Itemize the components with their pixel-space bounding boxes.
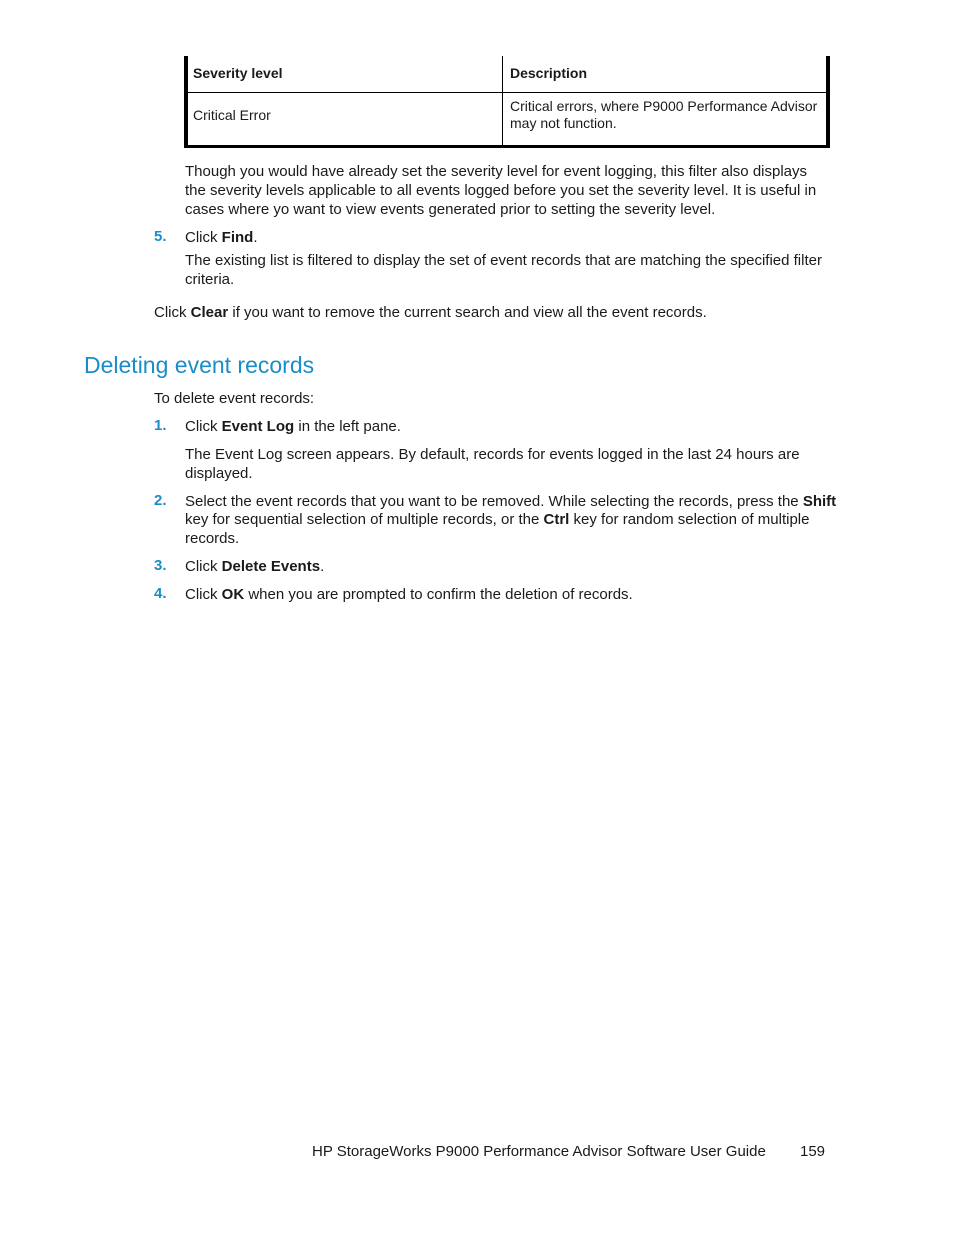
- step-3-number: 3.: [154, 557, 167, 574]
- step-2-line-1-pre: Select the event records that you want to be removed. While selecting the records, press the: [185, 493, 803, 510]
- step-2-line-2-pre: key for sequential selection of multiple records, or the: [185, 511, 544, 528]
- step-4-text: [185, 585, 633, 604]
- step-1-pre: Click: [185, 418, 222, 435]
- step-4-number: 4.: [154, 585, 167, 602]
- table-cell-severity: Critical Error: [193, 107, 271, 123]
- table-cell-description: Critical errors, where P9000 Performance Advisor may not function.: [510, 98, 818, 131]
- step-2-line-3: records.: [185, 530, 240, 547]
- table-border-bottom: [184, 145, 830, 148]
- table-header-description: Description: [510, 65, 588, 81]
- step-4-post: when you are prompted to confirm the deletion of records.: [244, 586, 633, 603]
- step-3-delete-events-label: Delete Events: [221, 558, 321, 575]
- step-5-text: [185, 228, 258, 247]
- step-5-result-line-1: The existing list is filtered to display the set of event records that are matching the specified filter: [185, 252, 822, 269]
- step-5-find-label: Find: [221, 229, 254, 246]
- step-1-result-line-1: The Event Log screen appears. By default, records for events logged in the last 24 hours are: [185, 446, 800, 463]
- step-1-result-line-2: displayed.: [185, 465, 253, 482]
- section-intro: To delete event records:: [154, 390, 315, 407]
- step-1-text: [185, 417, 401, 436]
- clear-label: Clear: [190, 304, 229, 321]
- step-1-number: 1.: [154, 417, 167, 434]
- step-1-event-log-label: Event Log: [221, 418, 295, 435]
- step-3-post: .: [320, 558, 325, 575]
- section-heading: Deleting event records: [84, 352, 315, 378]
- severity-table: [184, 56, 830, 148]
- table-header-severity: Severity level: [193, 65, 283, 81]
- clear-note-pre: Click: [154, 304, 191, 321]
- step-2-line-2-post: key for random selection of multiple: [569, 511, 810, 528]
- step-1-post: in the left pane.: [294, 418, 401, 435]
- step-4-pre: Click: [185, 586, 222, 603]
- table-border-right: [826, 56, 830, 148]
- filter-note-line-1: Though you would have already set the severity level for event logging, this filter also displays: [185, 163, 808, 180]
- step-2-ctrl-label: Ctrl: [543, 511, 570, 528]
- clear-note-post: if you want to remove the current search and view all the event records.: [228, 304, 707, 321]
- step-2-line-2: [185, 510, 809, 529]
- step-5-post: .: [253, 229, 258, 246]
- step-5-result-line-2: criteria.: [185, 271, 235, 288]
- step-4-ok-label: OK: [221, 586, 245, 603]
- footer-guide-title: HP StorageWorks P9000 Performance Advisor Software User Guide: [312, 1143, 766, 1160]
- step-2-shift-label: Shift: [802, 493, 837, 510]
- footer-page-number: 159: [800, 1143, 826, 1160]
- table-header-divider: [188, 92, 826, 93]
- step-3-text: [185, 557, 324, 576]
- filter-note-line-2: the severity levels applicable to all events logged before you set the severity level. It is useful in: [185, 182, 817, 199]
- step-3-pre: Click: [185, 558, 222, 575]
- filter-note-line-3: cases where yo want to view events generated prior to setting the severity level.: [185, 201, 716, 218]
- table-column-divider: [502, 56, 503, 146]
- step-2-line-1: [185, 492, 836, 511]
- step-2-number: 2.: [154, 492, 167, 509]
- step-5-pre: Click: [185, 229, 222, 246]
- step-5-number: 5.: [154, 228, 167, 245]
- table-border-left: [184, 56, 188, 148]
- clear-note: [154, 303, 707, 322]
